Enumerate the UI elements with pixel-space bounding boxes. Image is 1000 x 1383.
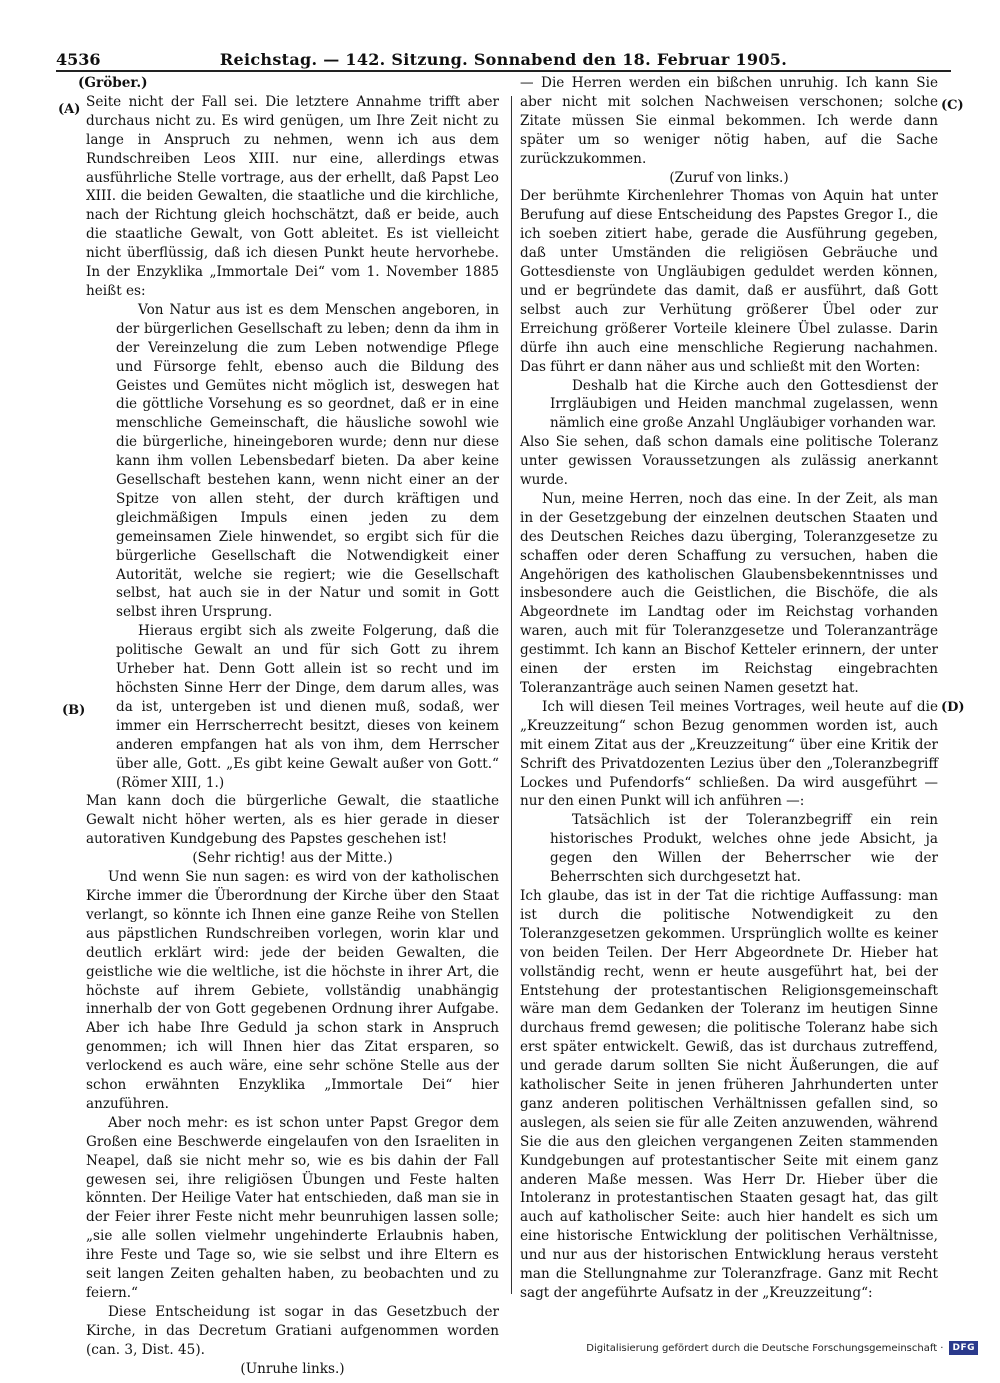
paragraph: Und wenn Sie nun sagen: es wird von der katholischen Kirche immer die Überordnung der Kirche über den Staat verlangt, so könnte ich Ihnen eine ganze Reihe von Stellen aus päpstlichen Rundschreiben vorlegen, worin klar und deutlich erklärt wird: jede der beiden Gewalten, die geistliche wie die weltliche, ist die höchste in ihrer Art, die höchste auf ihrem Gebiete, vollständig unabhängig innerhalb der von Gott gegebenen Ordnung ihrer Aufgabe. Aber ich habe Ihre Geduld ja schon stark in Anspruch genommen; ich will Ihnen hier das Zitat ersparen, so verlockend es auch wäre, eine sehr schöne Stelle aus der schon erwähnten Enzyklika „Immortale Dei“ hier anzuführen.	[86, 869, 499, 1112]
interjection: (Sehr richtig! aus der Mitte.)	[192, 850, 393, 867]
running-title: Reichstag. — 142. Sitzung. Sonnabend den 18. Februar 1905.	[219, 50, 788, 69]
margin-marker-d: (D)	[941, 700, 965, 715]
margin-marker-a: (A)	[58, 102, 81, 117]
paragraph: Seite nicht der Fall sei. Die letztere Annahme trifft aber durchaus nicht zu. Es wird genügen, um Ihre Zeit nicht zu lange in Anspruch zu nehmen, wenn ich aus dem Rundschreiben Leos XIII. nur eine, allerdings etwas ausführliche Stelle vortrage, aus der erhellt, daß Papst Leo XIII. die beiden Gewalten, die staatliche und die kirchliche, nach der Richtung gleich hochschätzt, daß er beide, auch die staatliche Gewalt, von Gott ableitet. Es ist vielleicht nicht überflüssig, daß ich diesen Punkt heute hervorhebe. In der Enzyklika „Immortale Dei“ vom 1. November 1885 heißt es:	[86, 93, 499, 299]
interjection: (Zuruf von links.)	[669, 169, 789, 186]
right-column	[520, 74, 938, 1303]
margin-marker-b: (B)	[62, 703, 86, 718]
block-quote: Deshalb hat die Kirche auch den Gottesdienst der Irrgläubigen und Heiden manchmal zugelassen, wenn nämlich eine große Anzahl Ungläubiger vorhanden war.	[550, 377, 938, 432]
paragraph: Man kann doch die bürgerliche Gewalt, die staatliche Gewalt nicht höher werten, als es hier gerade in dieser autorativen Kundgebung des Papstes geschehen ist!	[86, 793, 499, 848]
left-column	[78, 74, 499, 1379]
block-quote: Hieraus ergibt sich als zweite Folgerung, daß die politische Gewalt an und für sich Gott zu ihrem Urheber hat. Denn Gott allein ist so recht und im höchsten Sinne Herr der Dinge, dem darum alles, was da ist, untergeben ist und dienen muß, sodaß, wer immer ein Herrscherrecht besitzt, dieses von keinem anderen empfangen hat als von ihm, dem Herrscher über alle, Gott. „Es gibt keine Gewalt außer von Gott.“ (Römer XIII, 1.)	[116, 623, 499, 791]
paragraph: Diese Entscheidung ist sogar in das Gesetzbuch der Kirche, in das Decretum Gratiani aufgenommen worden (can. 3, Dist. 45).	[86, 1303, 499, 1358]
paragraph: Also Sie sehen, daß schon damals eine politische Toleranz unter gewissen Voraussetzungen als zulässig anerkannt wurde.	[520, 434, 938, 489]
dfg-logo: DFG	[949, 1341, 978, 1355]
interjection: (Unruhe links.)	[240, 1360, 345, 1377]
footer	[586, 1341, 978, 1355]
block-quote: Tatsächlich ist der Toleranzbegriff ein rein historisches Produkt, welches ohne jede Absicht, ja gegen den Willen der Beherrscher wie der Beherrschten sich durchgesetzt hat.	[550, 812, 938, 886]
header-rule	[56, 70, 951, 72]
paragraph: Aber noch mehr: es ist schon unter Papst Gregor dem Großen eine Beschwerde eingelaufen von den Israeliten in Neapel, daß sie nicht mehr so, wie es bis dahin der Fall gewesen sei, ihre religiösen Übungen und Feste halten könnten. Der Heilige Vater hat entschieden, daß man sie in der Feier ihrer Feste nicht mehr beunruhigen lassen solle; „sie alle sollen vielmehr ungehinderte Erlaubnis haben, ihre Feste und Tage so, wie sie selbst und ihre Eltern es seit langen Zeiten gehalten haben, zu beobachten und zu feiern.“	[86, 1114, 499, 1301]
paragraph: — Die Herren werden ein bißchen unruhig. Ich kann Sie aber nicht mit solchen Nachweisen verschonen; solche Zitate müssen Sie einmal bekommen. Ich werde dann später um so weniger nötig haben, auf die Sache zurückzukommen.	[520, 75, 938, 167]
paragraph: Ich glaube, das ist in der Tat die richtige Auffassung: man ist durch die politische Notwendigkeit zu den Toleranzgesetzen gekommen. Ursprünglich wollte es keiner von beiden Teilen. Der Herr Abgeordnete Dr. Hieber hat vollständig recht, wenn er heute ausgeführt hat, bei der Entstehung der protestantischen Religionsgemeinschaft wäre man dem Gedanken der Toleranz im heutigen Sinne durchaus fremd gewesen; die politische Toleranz habe sich erst später entwickelt. Gewiß, das ist durchaus zutreffend, und gerade darum sollten Sie nicht Äußerungen, die auf katholischer Seite in jenen früheren Jahrhunderten unter ganz anderen politischen Verhältnissen gefallen sind, so auslegen, als seien sie für alle Zeiten anzuwenden, während Sie die aus den gleichen vergangenen Zeiten stammenden Kundgebungen auf protestantischer Seite mit einem ganz anderen Maße messen. Was Herr Dr. Hieber über die Intoleranz in protestantischen Staaten gesagt hat, das gilt auch auf katholischer Seite: auch hier handelt es sich um eine historische Entwicklung der politischen Verhältnisse, und nur aus der historischen Entwicklung heraus versteht man die Stellungnahme zur Toleranzfrage. Ganz mit Recht sagt der angeführte Aufsatz in der „Kreuzzeitung“:	[520, 887, 938, 1301]
paragraph: Der berühmte Kirchenlehrer Thomas von Aquin hat unter Berufung auf diese Entscheidung des Papstes Gregor I., die ich soeben zitiert habe, gerade die Ausführung gegeben, daß unter Umständen die religiösen Gebräuche und Gottesdienste von Ungläubigen geduldet werden können, und er begründete das damit, daß er ausführt, daß Gott selbst auch zur Verhütung größerer Übel oder zur Erreichung größerer Vorteile kleinere Übel zulasse. Darin dürfe ihn auch eine menschliche Regierung nachahmen. Das führt er dann näher aus und schließt mit den Worten:	[520, 188, 938, 375]
footer-credit: Digitalisierung gefördert durch die Deutsche Forschungsgemeinschaft ·	[586, 1342, 944, 1354]
page-number: 4536	[56, 50, 101, 69]
page-header	[56, 46, 951, 72]
speaker-name: (Gröber.)	[78, 75, 148, 91]
block-quote: Von Natur aus ist es dem Menschen angeboren, in der bürgerlichen Gesellschaft zu leben; denn da ihm in der Vereinzelung die zum Leben notwendige Pflege und Fürsorge fehlt, ebenso auch die Bildung des Geistes und Gemütes nicht möglich ist, deswegen hat die göttliche Vorsehung es so geordnet, daß er in eine menschliche Gemeinschaft, die häusliche sowohl wie die bürgerliche, hineingeboren wurde; denn nur diese kann ihm vollen Lebensbedarf bieten. Da aber keine Gesellschaft bestehen kann, wenn nicht einer an der Spitze von allen steht, der durch kräftigen und gleichmäßigen Impuls einen jeden zu dem gemeinsamen Ziele hinwendet, so ergibt sich für die bürgerliche Gesellschaft die Notwendigkeit einer Autorität, welche sie regiert; wie die Gesellschaft selbst, hat auch sie in der Natur und somit in Gott selbst ihren Ursprung.	[116, 301, 499, 621]
paragraph: Ich will diesen Teil meines Vortrages, weil heute auf die „Kreuzzeitung“ schon Bezug genommen worden ist, auch mit einem Zitat aus der „Kreuzzeitung“ über eine Kritik der Schrift des Privatdozenten Lezius über den „Toleranzbegriff Lockes und Pufendorfs“ schließen. Da wird ausgeführt — nur den einen Punkt will ich anführen —:	[520, 698, 938, 810]
margin-marker-c: (C)	[941, 98, 964, 113]
paragraph: Nun, meine Herren, noch das eine. In der Zeit, als man in der Gesetzgebung der einzelnen deutschen Staaten und des Deutschen Reiches dazu überging, Toleranzgesetze zu schaffen oder deren Schaffung zu versuchen, haben die Angehörigen des katholischen Glaubensbekenntnisses und insbesondere auch die Geistlichen, die Bischöfe, die als Abgeordnete im Landtag oder im Reichstag vorhanden waren, auch mit für Toleranzgesetze und Toleranzanträge gestimmt. Ich kann an Bischof Ketteler erinnern, der unter einen der ersten im Reichstag eingebrachten Toleranzanträge auch seinen Namen gesetzt hat.	[520, 490, 938, 696]
column-divider	[511, 96, 512, 1294]
